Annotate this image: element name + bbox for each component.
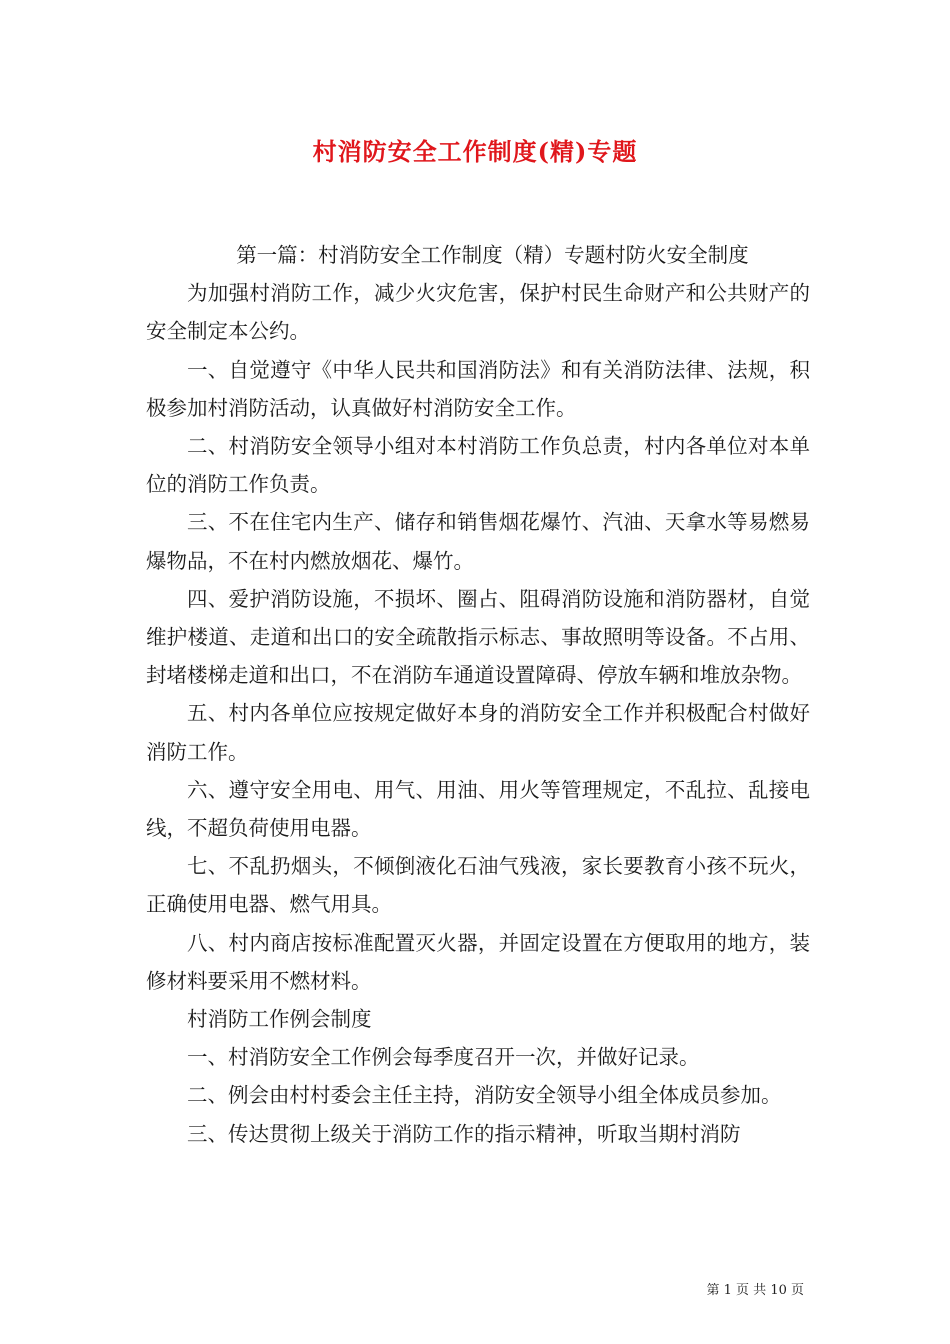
paragraph: 一、自觉遵守《中华人民共和国消防法》和有关消防法律、法规，积极参加村消防活动，认真做好村消防安全工作。 <box>146 357 810 420</box>
document-body <box>146 236 810 1153</box>
page-number: 第 1 页 共 10 页 <box>706 1283 804 1298</box>
paragraph: 二、例会由村村委会主任主持，消防安全领导小组全体成员参加。 <box>187 1083 782 1108</box>
paragraph: 为加强村消防工作，减少火灾危害，保护村民生命财产和公共财产的安全制定本公约。 <box>146 281 810 344</box>
paragraph: 二、村消防安全领导小组对本村消防工作负总责，村内各单位对本单位的消防工作负责。 <box>146 434 810 497</box>
paragraph: 八、村内商店按标准配置灭火器，并固定设置在方便取用的地方，装修材料要采用不燃材料。 <box>146 930 810 993</box>
paragraph: 四、爱护消防设施，不损坏、圈占、阻碍消防设施和消防器材，自觉维护楼道、走道和出口的安全疏散指示标志、事故照明等设备。不占用、封堵楼梯走道和出口，不在消防车通道设置障碍、停放车辆和堆放杂物。 <box>146 586 810 688</box>
paragraph: 三、传达贯彻上级关于消防工作的指示精神，听取当期村消防 <box>187 1121 741 1146</box>
subsection-heading: 村消防工作例会制度 <box>187 1007 372 1032</box>
paragraph: 三、不在住宅内生产、储存和销售烟花爆竹、汽油、天拿水等易燃易爆物品，不在村内燃放烟花、爆竹。 <box>146 510 810 573</box>
paragraph: 六、遵守安全用电、用气、用油、用火等管理规定，不乱拉、乱接电线，不超负荷使用电器。 <box>146 777 810 841</box>
paragraph: 五、村内各单位应按规定做好本身的消防安全工作并积极配合村做好消防工作。 <box>146 701 810 764</box>
section-heading: 第一篇：村消防安全工作制度（精）专题村防火安全制度 <box>236 243 749 267</box>
document-title: 村消防安全工作制度(精)专题 <box>312 137 638 166</box>
paragraph: 一、村消防安全工作例会每季度召开一次，并做好记录。 <box>187 1045 700 1070</box>
paragraph: 七、不乱扔烟头，不倾倒液化石油气残液，家长要教育小孩不玩火，正确使用电器、燃气用具。 <box>146 854 810 917</box>
